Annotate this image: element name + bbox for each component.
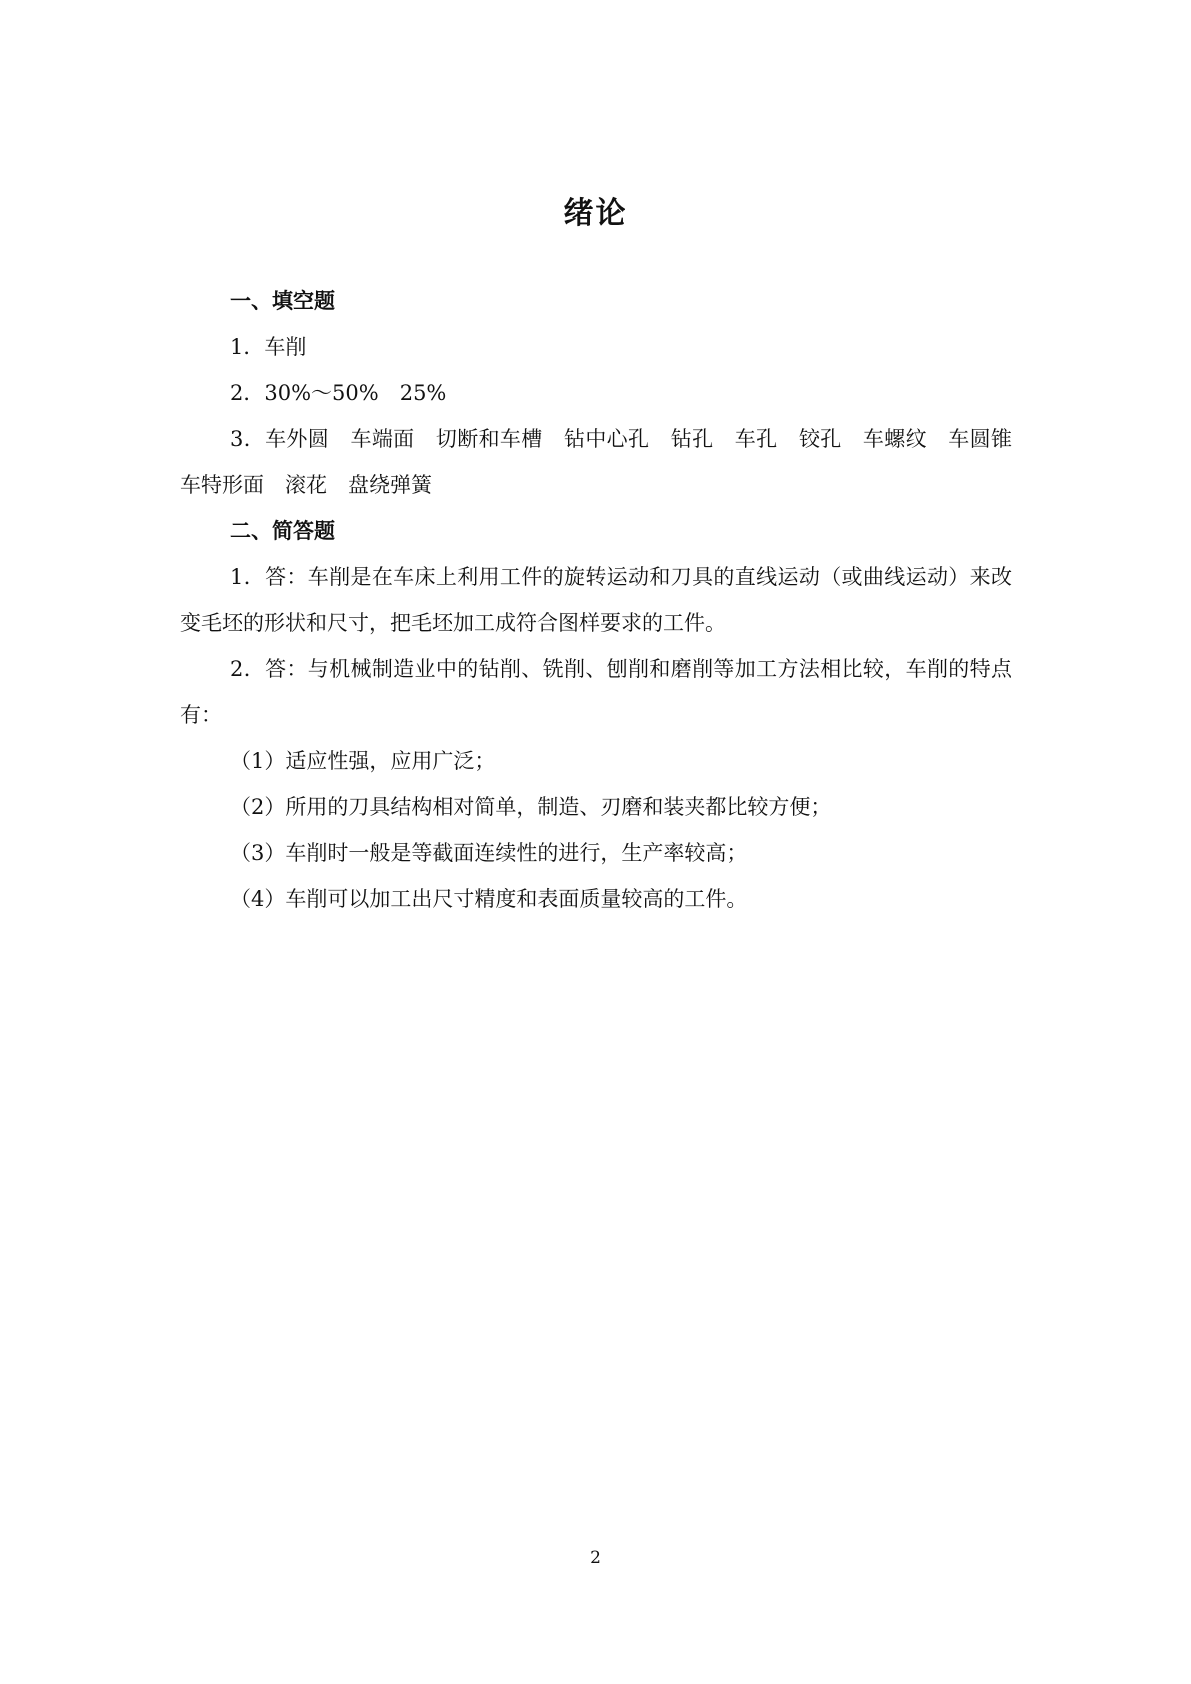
feature-item-4: （4）车削可以加工出尺寸精度和表面质量较高的工件。 (230, 887, 748, 911)
feature-item-1: （1）适应性强，应用广泛； (230, 749, 496, 773)
section-heading-fill-in: 一、填空题 (230, 289, 335, 313)
feature-item-2: （2）所用的刀具结构相对简单，制造、刃磨和装夹都比较方便； (230, 795, 832, 819)
short-answer-2: 2．答：与机械制造业中的钻削、铣削、刨削和磨削等加工方法相比较，车削的特点有： (180, 657, 1012, 727)
page-title: 绪论 (563, 196, 628, 231)
document-body (180, 278, 1033, 922)
page-number: 2 (590, 1548, 601, 1568)
fill-in-answer-3: 3．车外圆 车端面 切断和车槽 钻中心孔 钻孔 车孔 铰孔 车螺纹 车圆锥 车特形面 滚花 盘绕弹簧 (180, 427, 1033, 497)
short-answer-1: 1．答：车削是在车床上利用工件的旋转运动和刀具的直线运动（或曲线运动）来改变毛坯的形状和尺寸，把毛坯加工成符合图样要求的工件。 (180, 565, 1012, 635)
feature-item-3: （3）车削时一般是等截面连续性的进行，生产率较高； (230, 841, 748, 865)
section-heading-short-answer: 二、简答题 (230, 519, 335, 543)
fill-in-answer-1: 1．车削 (230, 335, 307, 359)
fill-in-answer-2: 2．30%～50% 25% (230, 381, 447, 405)
